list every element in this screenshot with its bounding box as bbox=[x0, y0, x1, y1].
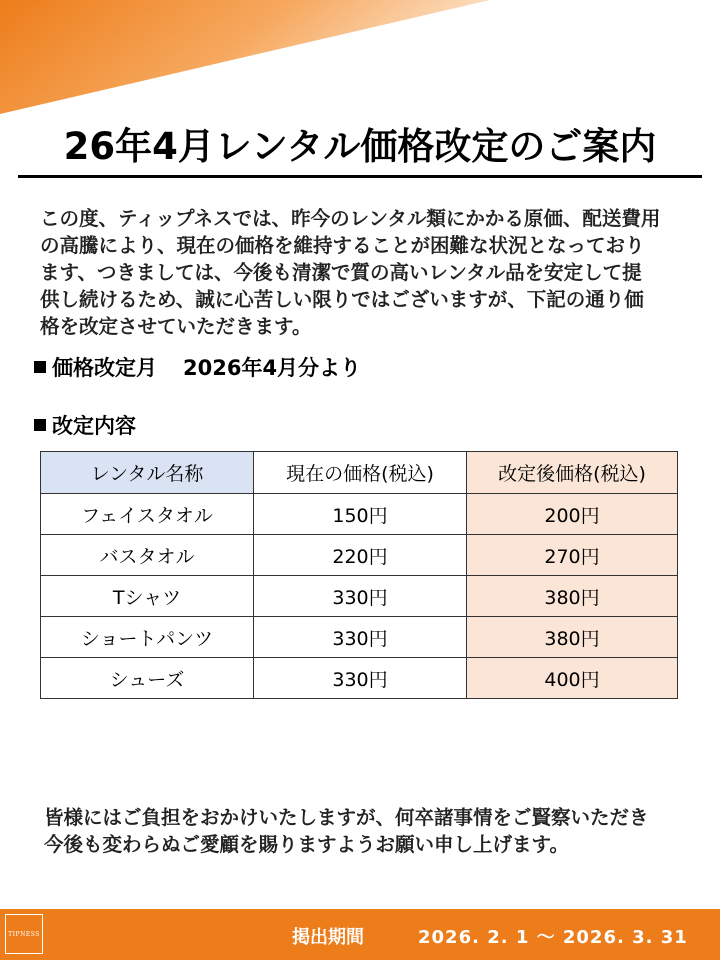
cell-rental-name: Tシャツ bbox=[41, 576, 254, 617]
table-row bbox=[41, 576, 678, 617]
cell-current-price: 150円 bbox=[254, 494, 467, 535]
closing-line: 今後も変わらぬご愛顧を賜りますようお願い申し上げます。 bbox=[44, 833, 569, 856]
cell-current-price: 220円 bbox=[254, 535, 467, 576]
intro-line: 供し続けるため、誠に心苦しい限りではございますが、下記の通り価 bbox=[40, 288, 644, 311]
table-row bbox=[41, 658, 678, 699]
section-content-label: 改定内容 bbox=[52, 414, 136, 438]
square-bullet-icon bbox=[34, 419, 46, 431]
cell-rental-name: フェイスタオル bbox=[41, 494, 254, 535]
header-current-price: 現在の価格(税込) bbox=[254, 452, 467, 494]
cell-current-price: 330円 bbox=[254, 617, 467, 658]
title-underline bbox=[18, 175, 702, 178]
cell-new-price: 270円 bbox=[467, 535, 678, 576]
section-month-value: 2026年4月分より bbox=[183, 356, 362, 380]
closing-line: 皆様にはご負担をおかけいたしますが、何卒諸事情をご賢察いただき bbox=[44, 806, 649, 829]
header-rental-name: レンタル名称 bbox=[41, 452, 254, 494]
cell-rental-name: ショートパンツ bbox=[41, 617, 254, 658]
intro-line: の高騰により、現在の価格を維持することが困難な状況となっており bbox=[40, 234, 645, 257]
cell-current-price: 330円 bbox=[254, 576, 467, 617]
table-row bbox=[41, 494, 678, 535]
cell-current-price: 330円 bbox=[254, 658, 467, 699]
cell-new-price: 200円 bbox=[467, 494, 678, 535]
header-new-price: 改定後価格(税込) bbox=[467, 452, 678, 494]
table-row bbox=[41, 535, 678, 576]
cell-new-price: 400円 bbox=[467, 658, 678, 699]
footer-bar bbox=[0, 909, 720, 960]
corner-decoration bbox=[0, 0, 720, 120]
cell-rental-name: バスタオル bbox=[41, 535, 254, 576]
table-row bbox=[41, 617, 678, 658]
section-month-label: 価格改定月 bbox=[52, 356, 157, 380]
cell-new-price: 380円 bbox=[467, 617, 678, 658]
intro-line: 格を改定させていただきます。 bbox=[40, 315, 312, 338]
table-header-row bbox=[41, 452, 678, 494]
tipness-logo: TIPNESS bbox=[5, 914, 43, 954]
section-revision-month bbox=[34, 352, 361, 382]
square-bullet-icon bbox=[34, 361, 46, 373]
intro-line: この度、ティップネスでは、昨今のレンタル類にかかる原価、配送費用 bbox=[40, 207, 661, 230]
closing-paragraph bbox=[44, 804, 704, 858]
posting-period-label: 掲出期間 bbox=[292, 927, 364, 948]
price-table bbox=[40, 451, 678, 699]
intro-line: ます、つきましては、今後も清潔で質の高いレンタル品を安定して提 bbox=[40, 261, 642, 284]
cell-new-price: 380円 bbox=[467, 576, 678, 617]
section-revision-content bbox=[34, 410, 136, 440]
intro-paragraph bbox=[40, 205, 690, 340]
posting-period-value: 2026. 2. 1 ～ 2026. 3. 31 bbox=[418, 927, 688, 948]
page-title: 26年4月レンタル価格改定のご案内 bbox=[63, 125, 657, 168]
cell-rental-name: シューズ bbox=[41, 658, 254, 699]
